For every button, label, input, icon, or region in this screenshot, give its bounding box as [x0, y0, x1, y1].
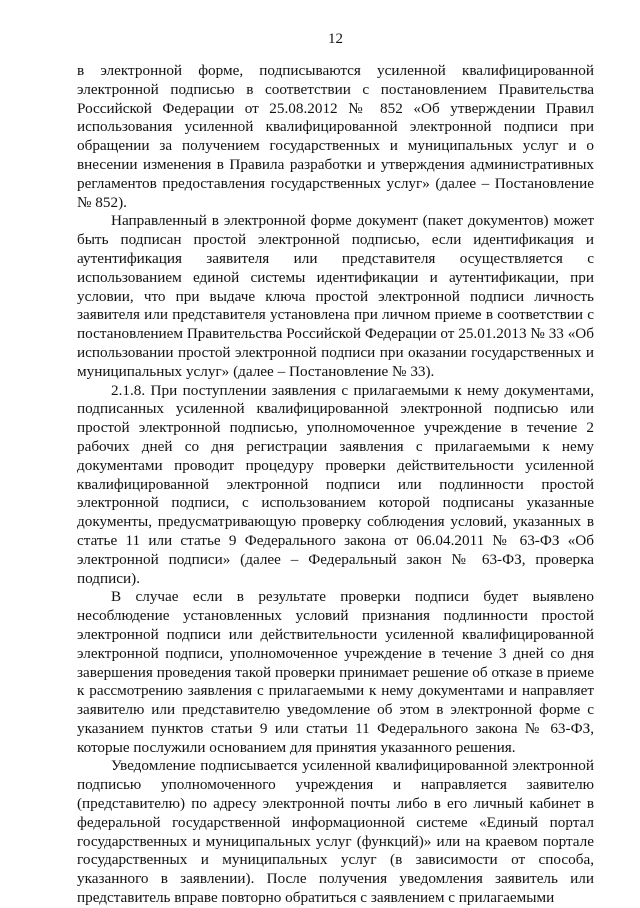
page-number: 12	[328, 31, 343, 47]
paragraph-verification-failure: В случае если в результате проверки подписи будет выявлено несоблюдение установленных условий признания подлинности простой электронной подписи или действительности усиленной квалифицированной электронной подписи, уполномоченное учреждение в течение 3 дней со дня завершения проведения такой проверки принимает решение об отказе в приеме к рассмотрению заявления с прилагаемыми к нему документами и направляет заявителю или представителю уведомление об этом в электронной форме с указанием пунктов статьи 9 или статьи 11 Федерального закона № 63-ФЗ, которые послужили основанием для принятия указанного решения.	[77, 588, 594, 756]
paragraph-notification: Уведомление подписывается усиленной квалифицированной электронной подписью уполномоченного учреждения и направляется заявителю (представителю) по адресу электронной почты либо в его личный кабинет в федеральной государственной информационной системе «Единый портал государственных и муниципальных услуг (функций)» или на краевом портале государственных и муниципальных услуг (в зависимости от способа, указанного в заявлении). После получения уведомления заявитель или представитель вправе повторно обратиться с заявлением с прилагаемыми	[77, 757, 594, 907]
paragraph-simple-signature: Направленный в электронной форме документ (пакет документов) может быть подписан простой электронной подписью, если идентификация и аутентификация заявителя или представителя осуществляется с использованием единой системы идентификации и аутентификации, при условии, что при выдаче ключа простой электронной подписи личность заявителя или представителя установлена при личном приеме в соответствии с постановлением Правительства Российской Федерации от 25.01.2013 № 33 «Об использовании простой электронной подписи при оказании государственных и муниципальных услуг» (далее – Постановление № 33).	[77, 212, 594, 380]
paragraph-continuation: в электронной форме, подписываются усиленной квалифицированной электронной подписью в соответствии с постановлением Правительства Российской Федерации от 25.08.2012 № 852 «Об утверждении Правил использования усиленной квалифицированной электронной подписи при обращении за получением государственных и муниципальных услуг и о внесении изменения в Правила разработки и утверждения административных регламентов предоставления государственных услуг» (далее – Постановление № 852).	[77, 62, 594, 211]
paragraph-2-1-8: 2.1.8. При поступлении заявления с прилагаемыми к нему документами, подписанных усиленной квалифицированной электронной подписью или простой электронной подписью, уполномоченное учреждение в течение 2 рабочих дней со дня регистрации заявления с прилагаемыми к нему документами проводит процедуру проверки действительности усиленной квалифицированной электронной подписи или подлинности простой электронной подписи, с использованием которой подписаны указанные документы, предусматривающую проверку соблюдения условий, указанных в статье 11 или статье 9 Федерального закона от 06.04.2011 № 63-ФЗ «Об электронной подписи» (далее – Федеральный закон № 63-ФЗ, проверка подписи).	[77, 381, 594, 587]
